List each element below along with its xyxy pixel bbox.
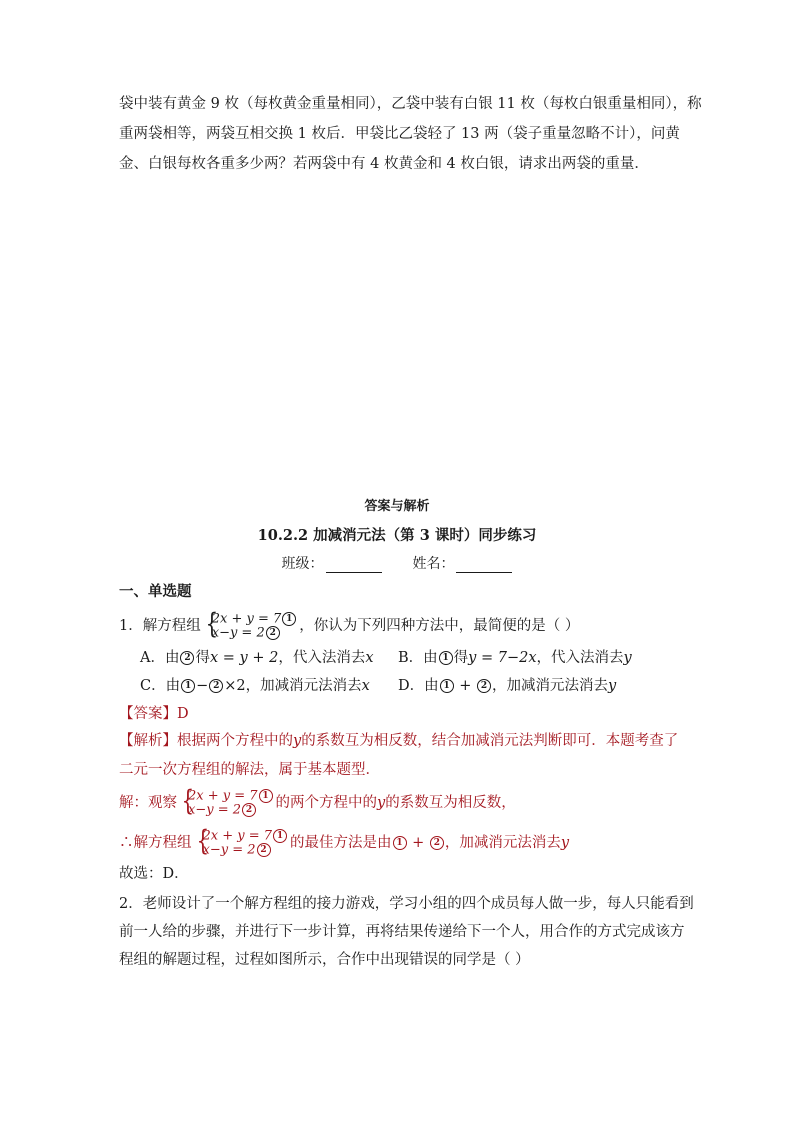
- q1-suffix: ，你认为下列四种方法中，最简便的是（ ）: [299, 618, 580, 634]
- q1-option-d: D．由 1 + 2 ，加减消元法消去y: [398, 678, 617, 694]
- q1-solution-line: 解：观察 { 2x + y = 7 1 x−y = 2 2 的两个方程中的y的系数互为相反数，: [119, 784, 516, 818]
- name-blank: [456, 558, 512, 573]
- q1-analysis-line: 二元一次方程组的解法，属于基本题型．: [119, 762, 380, 778]
- q1-analysis-line: 【解析】根据两个方程中的y的系数互为相反数，结合加减消元法判断即可．本题考查了: [119, 733, 679, 749]
- class-label: 班级：: [281, 556, 324, 572]
- class-name-line: [0, 553, 794, 573]
- q1-answer: 【答案】D: [119, 706, 189, 722]
- q1-option-b: B．由 1 得y = 7−2x，代入法消去y: [398, 650, 632, 666]
- problem-text-line: 重两袋相等，两袋互相交换 1 枚后．甲袋比乙袋轻了 13 两（袋子重量忽略不计），问黄: [119, 126, 680, 142]
- q1-prefix: 解方程组: [142, 618, 201, 634]
- q2-text-line: 程组的解题过程，过程如图所示，合作中出现错误的同学是（ ）: [119, 952, 530, 968]
- problem-text-line: 金、白银每枚各重多少两？若两袋中有 4 枚黄金和 4 枚白银，请求出两袋的重量．: [119, 156, 649, 172]
- page-title: 10.2.2 加减消元法（第 3 课时）同步练习: [257, 527, 537, 544]
- class-blank: [326, 558, 382, 573]
- q1-therefore-line: ∴解方程组 { 2x + y = 7 1 x−y = 2 2 的最佳方法是由 1 + 2 ，加减消元法消去y: [119, 824, 570, 858]
- q1-number: 1．: [119, 618, 143, 634]
- answer-title: 答案与解析: [364, 499, 430, 514]
- q1-choice: 故选：D．: [119, 866, 189, 882]
- name-label: 姓名：: [412, 556, 455, 572]
- q2-text-line: 前一人给的步骤，并进行下一步计算，再将结果传递给下一个人，用合作的方式完成该方: [119, 924, 685, 940]
- q1-option-c: C．由 1 − 2 ×2，加减消元法消去x: [140, 678, 370, 694]
- equation-system: { 2x + y = 7 1 x−y = 2 2: [179, 789, 274, 817]
- equation-system: { 2x + y = 7 1 x−y = 2 2: [203, 612, 298, 640]
- problem-text-line: 袋中装有黄金 9 枚（每枚黄金重量相同），乙袋中装有白银 11 枚（每枚白银重量相同），称: [119, 96, 702, 112]
- q1-option-a: A．由 2 得x = y + 2，代入法消去x: [140, 650, 374, 666]
- q2-text-line: 2．老师设计了一个解方程组的接力游戏，学习小组的四个成员每人做一步，每人只能看到: [119, 896, 694, 912]
- section-heading: 一、单选题: [119, 583, 192, 600]
- equation-system: { 2x + y = 7 1 x−y = 2 2: [194, 829, 289, 857]
- q1-stem: [119, 607, 679, 641]
